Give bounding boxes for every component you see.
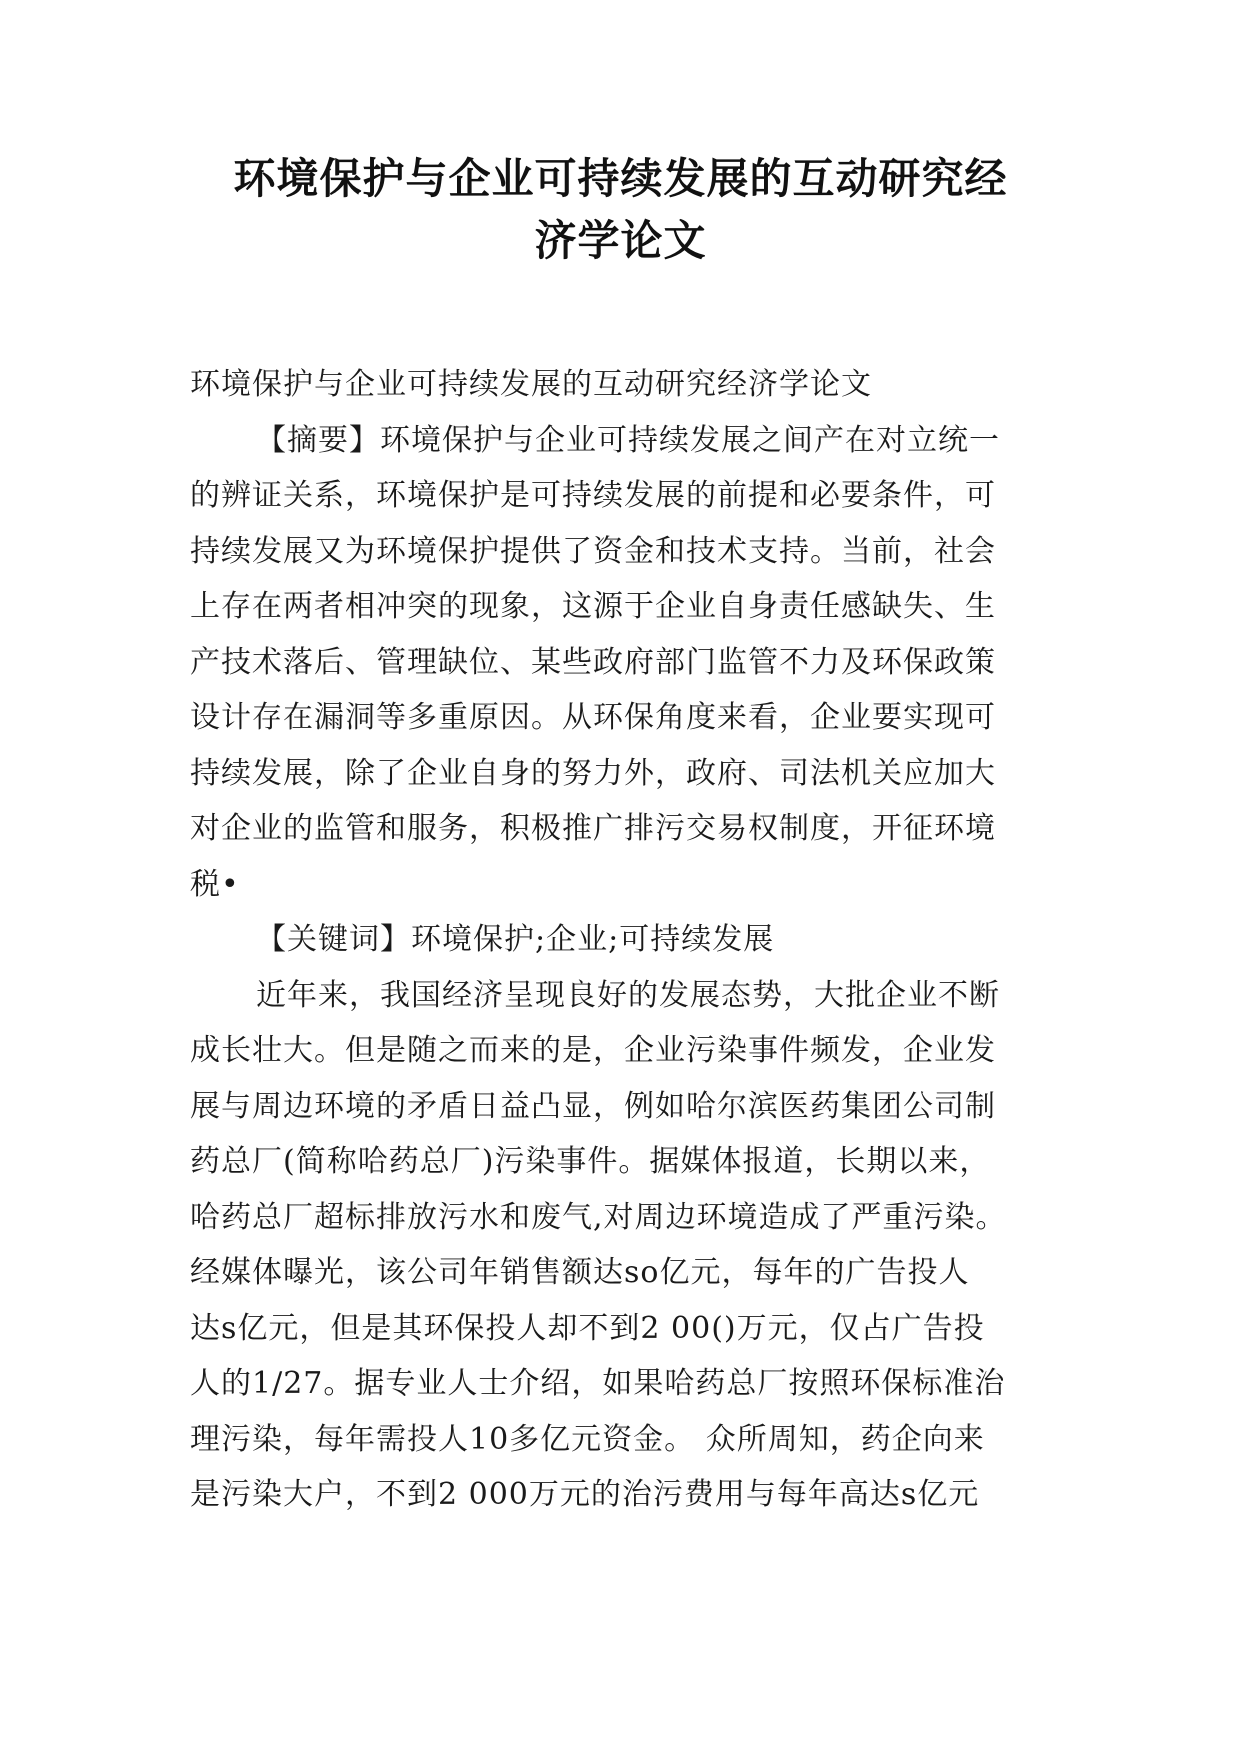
body-line: 成长壮大。但是随之而来的是，企业污染事件频发，企业发 (190, 1033, 996, 1068)
abstract-line: 【摘要】环境保护与企业可持续发展之间产在对立统一 (256, 422, 1000, 458)
body-line: 近年来，我国经济呈现良好的发展态势，大批企业不断 (256, 977, 1000, 1013)
body-line: 展与周边环境的矛盾日益凸显，例如哈尔滨医药集团公司制 (190, 1088, 996, 1124)
abstract-line: 设计存在漏洞等多重原因。从环保角度来看，企业要实现可 (190, 700, 996, 735)
body-line: 是污染大户，不到2 000万元的治污费用与每年高达s亿元 (190, 1477, 980, 1512)
body-line: 经媒体曝光，该公司年销售额达so亿元，每年的广告投人 (190, 1255, 970, 1290)
body-line: 环境保护与企业可持续发展的互动研究经济学论文 (190, 367, 872, 402)
document-title (150, 148, 1091, 272)
abstract-line: 产技术落后、管理缺位、某些政府部门监管不力及环保政策 (190, 644, 996, 680)
abstract-line: 持续发展又为环境保护提供了资金和技术支持。当前，社会 (190, 533, 996, 569)
body-line: 理污染，每年需投人10多亿元资金。 众所周知，药企向来 (190, 1421, 985, 1457)
abstract-line: 持续发展，除了企业自身的努力外，政府、司法机关应加大 (190, 755, 996, 791)
body-line: 药总厂(简称哈药总厂)污染事件。据媒体报道，长期以来， (190, 1144, 991, 1179)
abstract-line: 上存在两者相冲突的现象，这源于企业自身责任感缺失、生 (190, 589, 996, 624)
document-body (190, 357, 1050, 1523)
body-line: 哈药总厂超标排放污水和废气,对周边环境造成了严重污染。 (190, 1199, 1007, 1235)
body-line: 人的1/27。据专业人士介绍，如果哈药总厂按照环保标准治 (190, 1366, 1006, 1401)
keywords-line: 【关键词】环境保护;企业;可持续发展 (256, 922, 775, 957)
abstract-line: 对企业的监管和服务，积极推广排污交易权制度，开征环境 (190, 811, 996, 846)
abstract-line: 的辨证关系，环境保护是可持续发展的前提和必要条件，可 (190, 478, 996, 513)
abstract-line: 税• (190, 866, 240, 902)
body-line: 达s亿元，但是其环保投人却不到2 00()万元，仅占广告投 (190, 1310, 985, 1346)
title-line-1: 环境保护与企业可持续发展的互动研究经 (233, 154, 1008, 203)
title-line-2: 济学论文 (534, 216, 707, 265)
